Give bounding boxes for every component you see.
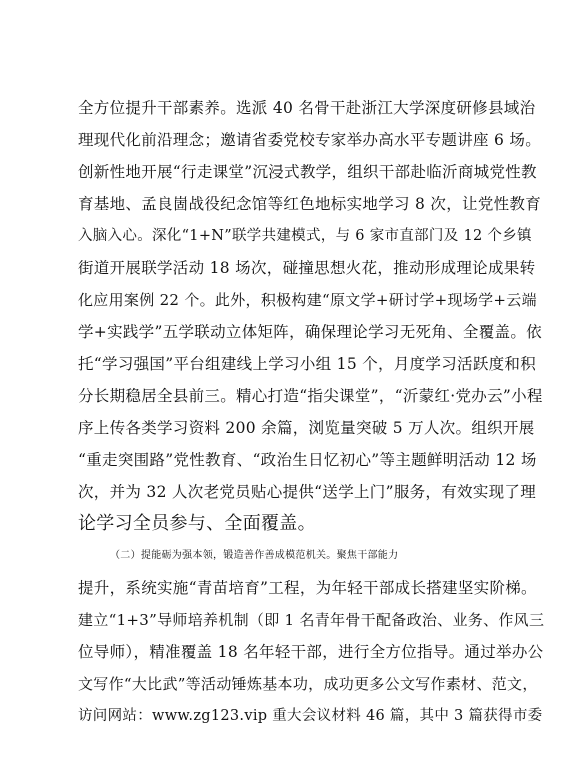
text-line: 化应用案例 22 个。此外，积极构建“原文学+研讨学+现场学+云端	[78, 291, 537, 309]
text-line: 全方位提升干部素养。选派 40 名骨干赴浙江大学深度研修县域治	[78, 99, 536, 117]
text-line: “重走突围路”党性教育、“政治生日忆初心”等主题鲜明活动 12 场	[78, 451, 537, 469]
text-line: 文写作“大比武”等活动锤炼基本功，成功更多公文写作素材、范文，	[78, 675, 538, 693]
text-line: 位导师），精准覆盖 18 名年轻干部，进行全方位指导。通过举办公	[78, 643, 544, 661]
text-line: 入脑入心。深化“1+N”联学共建模式，与 6 家市直部门及 12 个乡镇	[78, 228, 532, 244]
text-line: 学+实践学”五学联动立体矩阵，确保理论学习无死角、全覆盖。依	[78, 323, 542, 341]
text-line: 分长期稳居全县前三。精心打造“指尖课堂”，“沂蒙红·党办云”小程	[78, 387, 543, 405]
text-line: 育基地、孟良崮战役纪念馆等红色地标实地学习 8 次，让党性教育	[78, 195, 542, 213]
section-heading-line: （二）提能砺为强本领，锻造善作善成模范机关。聚焦干部能力	[110, 550, 399, 561]
text-line: 理现代化前沿理念；邀请省委党校专家举办高水平专题讲座 6 场。	[78, 131, 542, 149]
text-line: 托“学习强国”平台组建线上学习小组 15 个，月度学习活跃度和积	[78, 355, 537, 373]
text-line: 访问网站：www.zg123.vip 重大会议材料 46 篇，其中 3 篇获得市委	[78, 708, 543, 724]
text-line: 建立“1+3”导师培养机制（即 1 名青年骨干配备政治、业务、作风三	[78, 611, 545, 629]
text-line: 街道开展联学活动 18 场次，碰撞思想火花，推动形成理论成果转	[78, 259, 536, 277]
text-line: 提升，系统实施“青苗培育”工程，为年轻干部成长搭建坚实阶梯。	[78, 579, 537, 597]
text-line: 序上传各类学习资料 200 余篇，浏览量突破 5 万人次。组织开展	[78, 419, 535, 437]
text-line: 次，并为 32 人次老党员贴心提供“送学上门”服务，有效实现了理	[78, 483, 537, 501]
text-line: 创新性地开展“行走课堂”沉浸式教学，组织干部赴临沂商城党性教	[78, 163, 537, 181]
text-line: 论学习全员参与、全面覆盖。	[78, 513, 316, 534]
